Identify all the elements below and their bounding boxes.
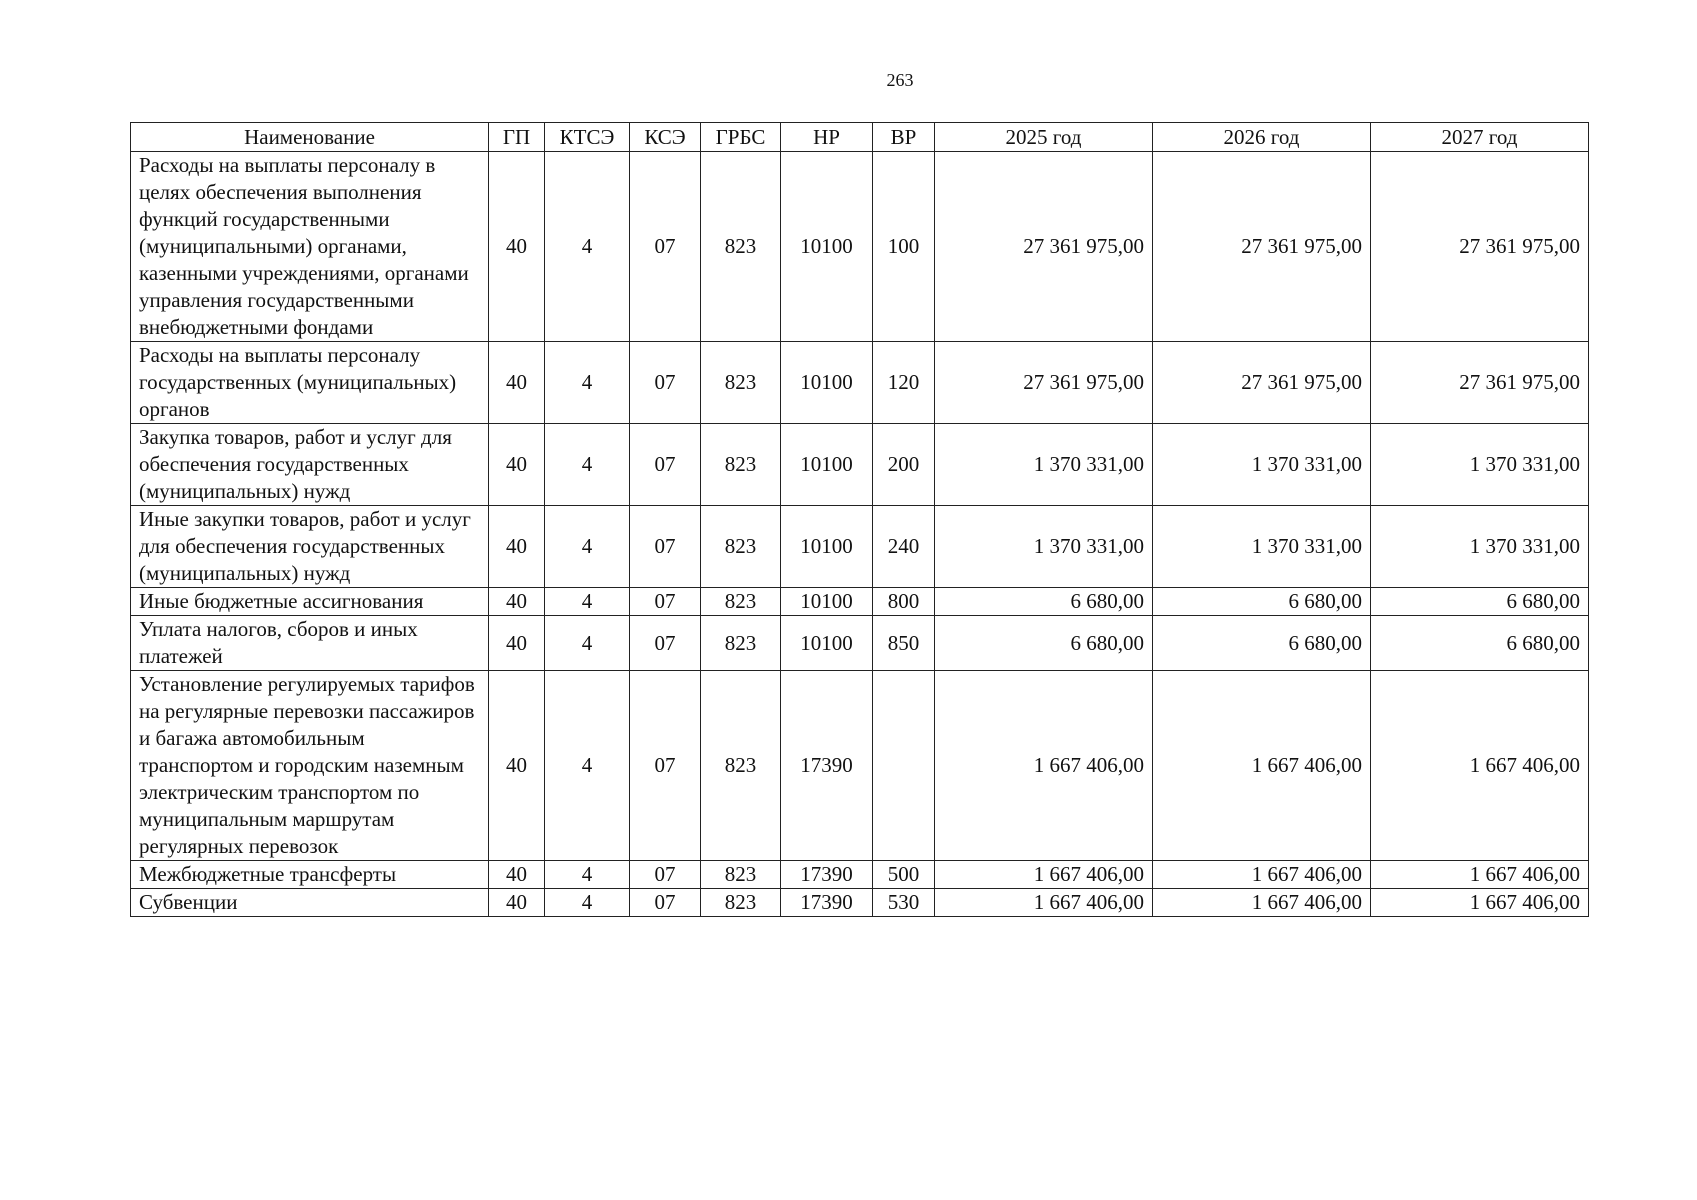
cell-name: Субвенции [131,889,489,917]
cell-gp: 40 [489,342,545,424]
cell-gp: 40 [489,616,545,671]
header-2026: 2026 год [1153,123,1371,152]
header-ktse: КТСЭ [545,123,630,152]
cell-nr: 10100 [781,424,873,506]
cell-amount-2025: 1 667 406,00 [935,889,1153,917]
cell-ktse: 4 [545,889,630,917]
cell-amount-2026: 1 667 406,00 [1153,889,1371,917]
cell-ktse: 4 [545,506,630,588]
cell-vr: 100 [873,152,935,342]
cell-vr: 850 [873,616,935,671]
cell-gp: 40 [489,424,545,506]
table-row [131,861,1589,889]
cell-name: Установление регулируемых тарифов на регулярные перевозки пассажиров и багажа автомобильным транспортом и городским наземным электрическим транспортом по муниципальным маршрутам регулярных перевозок [131,671,489,861]
cell-vr: 240 [873,506,935,588]
header-grbs: ГРБС [701,123,781,152]
cell-ktse: 4 [545,616,630,671]
cell-amount-2025: 1 370 331,00 [935,424,1153,506]
cell-ktse: 4 [545,671,630,861]
header-row [131,123,1589,152]
cell-nr: 10100 [781,506,873,588]
cell-grbs: 823 [701,506,781,588]
cell-vr: 500 [873,861,935,889]
cell-amount-2025: 6 680,00 [935,588,1153,616]
cell-amount-2027: 27 361 975,00 [1371,152,1589,342]
cell-vr: 800 [873,588,935,616]
cell-kse: 07 [630,861,701,889]
table-row [131,424,1589,506]
header-gp: ГП [489,123,545,152]
cell-gp: 40 [489,889,545,917]
cell-nr: 17390 [781,861,873,889]
table-row [131,889,1589,917]
cell-amount-2025: 6 680,00 [935,616,1153,671]
cell-vr: 530 [873,889,935,917]
cell-name: Иные бюджетные ассигнования [131,588,489,616]
cell-grbs: 823 [701,152,781,342]
cell-vr: 200 [873,424,935,506]
cell-grbs: 823 [701,861,781,889]
cell-ktse: 4 [545,424,630,506]
cell-kse: 07 [630,152,701,342]
cell-nr: 17390 [781,889,873,917]
cell-nr: 10100 [781,152,873,342]
table-row [131,152,1589,342]
header-nr: НР [781,123,873,152]
cell-amount-2025: 27 361 975,00 [935,152,1153,342]
cell-amount-2026: 27 361 975,00 [1153,342,1371,424]
cell-amount-2027: 1 667 406,00 [1371,671,1589,861]
cell-name: Иные закупки товаров, работ и услуг для обеспечения государственных (муниципальных) нужд [131,506,489,588]
table-row [131,616,1589,671]
cell-name: Межбюджетные трансферты [131,861,489,889]
cell-nr: 17390 [781,671,873,861]
cell-grbs: 823 [701,588,781,616]
cell-nr: 10100 [781,616,873,671]
page-number: 263 [886,70,914,90]
cell-amount-2026: 1 370 331,00 [1153,424,1371,506]
cell-kse: 07 [630,671,701,861]
cell-amount-2027: 6 680,00 [1371,588,1589,616]
cell-amount-2027: 1 370 331,00 [1371,506,1589,588]
cell-amount-2026: 6 680,00 [1153,616,1371,671]
cell-amount-2025: 1 667 406,00 [935,671,1153,861]
cell-amount-2025: 1 667 406,00 [935,861,1153,889]
cell-amount-2027: 1 370 331,00 [1371,424,1589,506]
cell-kse: 07 [630,616,701,671]
cell-vr [873,671,935,861]
cell-kse: 07 [630,342,701,424]
table-row [131,506,1589,588]
cell-grbs: 823 [701,342,781,424]
cell-amount-2026: 6 680,00 [1153,588,1371,616]
cell-amount-2025: 27 361 975,00 [935,342,1153,424]
cell-nr: 10100 [781,342,873,424]
cell-kse: 07 [630,889,701,917]
table-row [131,671,1589,861]
cell-ktse: 4 [545,588,630,616]
cell-kse: 07 [630,424,701,506]
cell-gp: 40 [489,506,545,588]
cell-name: Уплата налогов, сборов и иных платежей [131,616,489,671]
cell-name: Расходы на выплаты персоналу государственных (муниципальных) органов [131,342,489,424]
header-2025: 2025 год [935,123,1153,152]
cell-amount-2026: 27 361 975,00 [1153,152,1371,342]
cell-ktse: 4 [545,152,630,342]
header-kse: КСЭ [630,123,701,152]
header-name: Наименование [131,123,489,152]
table-row [131,342,1589,424]
cell-gp: 40 [489,861,545,889]
cell-ktse: 4 [545,342,630,424]
cell-kse: 07 [630,506,701,588]
cell-gp: 40 [489,152,545,342]
cell-kse: 07 [630,588,701,616]
cell-amount-2026: 1 370 331,00 [1153,506,1371,588]
cell-grbs: 823 [701,671,781,861]
header-2027: 2027 год [1371,123,1589,152]
cell-amount-2027: 6 680,00 [1371,616,1589,671]
cell-amount-2026: 1 667 406,00 [1153,671,1371,861]
table-row [131,588,1589,616]
cell-grbs: 823 [701,889,781,917]
cell-amount-2025: 1 370 331,00 [935,506,1153,588]
cell-gp: 40 [489,671,545,861]
cell-vr: 120 [873,342,935,424]
cell-amount-2027: 27 361 975,00 [1371,342,1589,424]
cell-nr: 10100 [781,588,873,616]
cell-grbs: 823 [701,424,781,506]
cell-name: Расходы на выплаты персоналу в целях обеспечения выполнения функций государственными (муниципальными) органами, казенными учреждениями, органами управления государственными внебюджетными фондами [131,152,489,342]
cell-ktse: 4 [545,861,630,889]
cell-gp: 40 [489,588,545,616]
cell-name: Закупка товаров, работ и услуг для обеспечения государственных (муниципальных) нужд [131,424,489,506]
cell-grbs: 823 [701,616,781,671]
cell-amount-2027: 1 667 406,00 [1371,889,1589,917]
cell-amount-2026: 1 667 406,00 [1153,861,1371,889]
cell-amount-2027: 1 667 406,00 [1371,861,1589,889]
budget-table [130,122,1589,917]
header-vr: ВР [873,123,935,152]
